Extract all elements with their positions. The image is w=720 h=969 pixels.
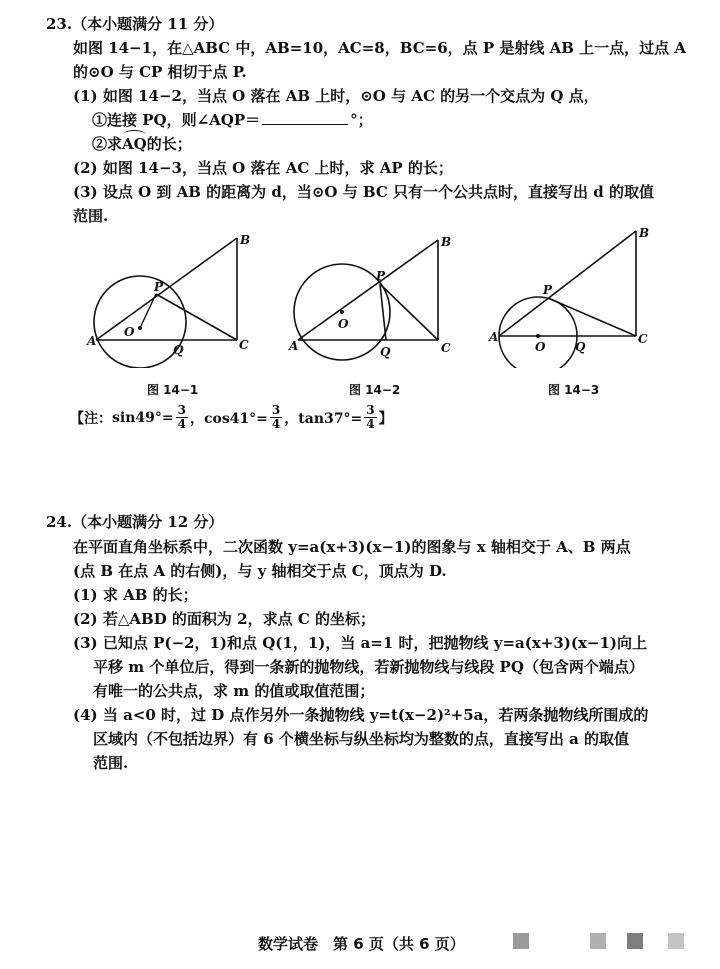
print-mark xyxy=(627,933,643,949)
fraction-cos xyxy=(270,404,282,431)
fraction-numerator: 3 xyxy=(271,403,281,417)
center-point xyxy=(340,310,344,314)
q23-part-1b xyxy=(92,134,192,154)
q23-part-1a-prefix: ①连接 PQ，则∠AQP＝ xyxy=(92,111,261,129)
label-a: A xyxy=(87,334,97,348)
center-point xyxy=(138,326,142,330)
print-mark xyxy=(513,933,529,949)
note-cos: ，cos41°= xyxy=(189,410,268,427)
q24-part-4-line-1: (4) 当 a<0 时，过 D 点作另外一条抛物线 y=t(x−2)²+5a，若两条抛物线所围成的 xyxy=(73,706,649,724)
q23-part-1b-suffix: 的长； xyxy=(146,135,192,153)
fraction-denominator: 4 xyxy=(177,417,186,431)
q24-part-1: (1) 求 AB 的长； xyxy=(73,586,198,604)
label-b: B xyxy=(639,228,650,240)
label-o: O xyxy=(338,317,349,331)
label-q: Q xyxy=(575,340,586,354)
q23-part-1a-suffix: °； xyxy=(350,111,373,129)
label-b: B xyxy=(240,233,251,247)
label-o: O xyxy=(535,340,546,354)
fraction-denominator: 4 xyxy=(271,417,281,431)
q24-part-4-line-2: 区域内（不包括边界）有 6 个横坐标与纵坐标均为整数的点，直接写出 a 的取值 xyxy=(93,730,630,748)
trig-note xyxy=(70,404,393,440)
fraction-numerator: 3 xyxy=(177,403,186,417)
caption-figure-14-2: 图 14−2 xyxy=(349,383,401,397)
note-tan: ，tan37°= xyxy=(284,410,363,427)
q23-part-3-line-2: 范围. xyxy=(73,207,109,225)
caption-figure-14-1: 图 14−1 xyxy=(147,383,199,397)
fraction-numerator: 3 xyxy=(366,403,375,417)
segment-ab xyxy=(298,240,438,340)
q24-part-3-line-1: (3) 已知点 P(−2，1)和点 Q(1，1)，当 a=1 时，把抛物线 y=a(x+3)(x−1)向上 xyxy=(73,634,648,652)
figure-14-3 xyxy=(488,228,668,368)
segment-cp xyxy=(156,294,237,340)
q24-part-4-line-3: 范围. xyxy=(93,754,129,772)
q23-part-1: (1) 如图 14−2，当点 O 落在 AB 上时，⊙O 与 AC 的另一个交点为 Q 点， xyxy=(73,87,599,105)
q23-intro-line-1: 如图 14−1，在△ABC 中，AB=10，AC=8，BC=6，点 P 是射线 AB 上一点，过点 A xyxy=(73,39,686,57)
q24-part-2: (2) 若△ABD 的面积为 2，求点 C 的坐标； xyxy=(73,610,375,628)
q23-heading: 23.（本小题满分 11 分） xyxy=(46,15,224,33)
note-sin: sin49°= xyxy=(112,409,174,426)
note-close: 】 xyxy=(378,410,393,427)
page-footer: 数学试卷 第 6 页（共 6 页） xyxy=(258,935,465,953)
q24-line-1: 在平面直角坐标系中，二次函数 y=a(x+3)(x−1)的图象与 x 轴相交于 A、B 两点 xyxy=(73,538,631,556)
segment-cp xyxy=(380,284,438,340)
segment-ab xyxy=(499,231,636,336)
q24-part-3-line-3: 有唯一的公共点，求 m 的值或取值范围； xyxy=(93,682,375,700)
segment-cp xyxy=(548,298,636,336)
figure-14-2 xyxy=(288,228,468,368)
label-c: C xyxy=(638,332,648,346)
answer-blank xyxy=(262,110,348,125)
label-a: A xyxy=(289,339,299,353)
center-point xyxy=(536,334,540,338)
arc-aq-label: AQ xyxy=(122,135,147,153)
note-open: 【注： xyxy=(70,410,112,427)
circle-o xyxy=(499,297,577,368)
label-q: Q xyxy=(380,345,391,359)
print-mark xyxy=(668,933,684,949)
print-mark xyxy=(590,933,606,949)
q24-heading: 24.（本小题满分 12 分） xyxy=(46,513,224,531)
q23-part-2: (2) 如图 14−3，当点 O 落在 AC 上时，求 AP 的长； xyxy=(73,159,453,177)
radius-op xyxy=(140,294,156,328)
fraction-sin xyxy=(176,404,188,431)
caption-figure-14-3: 图 14−3 xyxy=(548,383,600,397)
q24-part-3-line-2: 平移 m 个单位后，得到一条新的抛物线，若新抛物线与线段 PQ（包含两个端点） xyxy=(93,658,644,676)
label-b: B xyxy=(441,235,452,249)
label-a: A xyxy=(489,330,499,344)
q23-part-3-line-1: (3) 设点 O 到 AB 的距离为 d，当⊙O 与 BC 只有一个公共点时，直接写出 d 的取值 xyxy=(73,183,654,201)
q23-intro-line-2: 的⊙O 与 CP 相切于点 P. xyxy=(73,63,247,81)
q23-part-1a xyxy=(92,110,373,130)
figure-14-1 xyxy=(84,228,264,368)
label-c: C xyxy=(239,338,249,352)
fraction-tan xyxy=(364,404,376,431)
label-o: O xyxy=(124,325,135,339)
fraction-denominator: 4 xyxy=(366,417,375,431)
q23-part-1b-prefix: ②求 xyxy=(92,135,123,153)
label-c: C xyxy=(441,341,451,355)
q24-line-2: (点 B 在点 A 的右侧)，与 y 轴相交于点 C，顶点为 D. xyxy=(73,562,447,580)
label-p: P xyxy=(154,280,164,294)
label-q: Q xyxy=(173,343,184,357)
segment-ab xyxy=(96,238,237,340)
label-p: P xyxy=(543,283,553,297)
label-p: P xyxy=(376,269,386,283)
